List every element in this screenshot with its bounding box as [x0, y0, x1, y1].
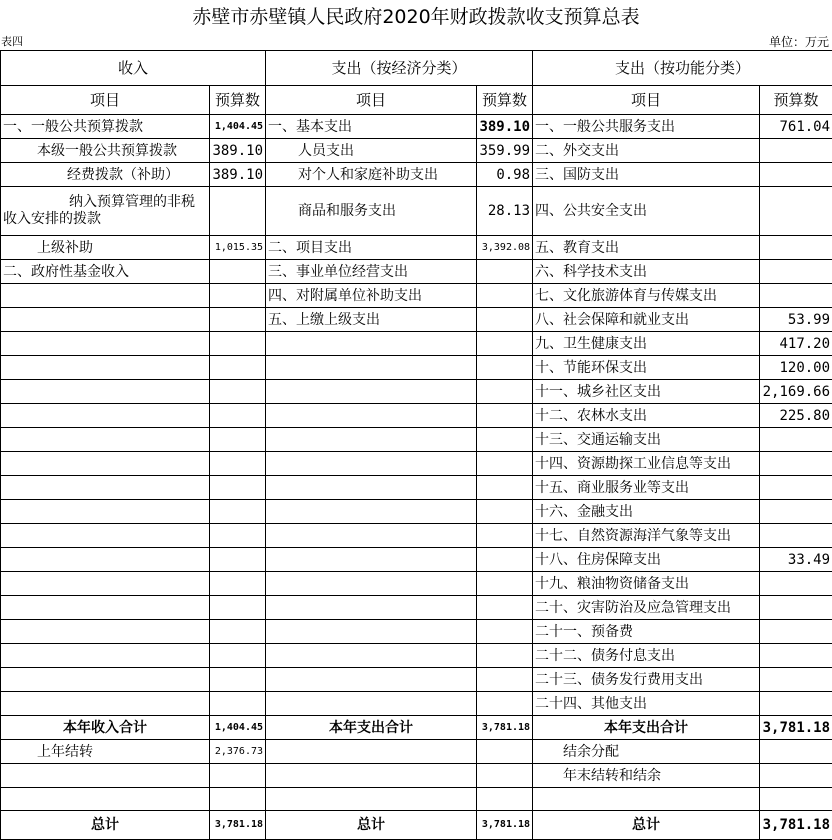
func-amount: [760, 428, 832, 452]
econ-total-label: 总计: [266, 811, 477, 840]
econ-amount: [477, 596, 533, 620]
income-item: [1, 404, 210, 428]
func-item: 十五、商业服务业等支出: [533, 476, 760, 500]
income-amount: 389.10: [210, 139, 266, 163]
func-amount: [760, 740, 832, 764]
table-row: [1, 788, 832, 811]
econ-item: [266, 356, 477, 380]
income-item: 一、一般公共预算拨款: [1, 115, 210, 139]
econ-item: 人员支出: [266, 139, 477, 163]
table-row: [1, 620, 832, 644]
income-item: [1, 356, 210, 380]
econ-item: [266, 620, 477, 644]
econ-amount: [477, 572, 533, 596]
func-item: 九、卫生健康支出: [533, 332, 760, 356]
income-item: 上级补助: [1, 236, 210, 260]
header-row-groups: [1, 51, 832, 86]
income-item: [1, 572, 210, 596]
income-item: [1, 548, 210, 572]
econ-total-amount: 3,781.18: [477, 811, 533, 840]
header-item: 项目: [266, 86, 477, 115]
income-total-label: 总计: [1, 811, 210, 840]
unit-label: 单位：万元: [769, 34, 829, 50]
func-item: 三、国防支出: [533, 163, 760, 187]
income-item: [1, 764, 210, 788]
income-item: [1, 596, 210, 620]
income-amount: [210, 356, 266, 380]
econ-amount: 359.99: [477, 139, 533, 163]
income-amount: [210, 476, 266, 500]
func-amount: 225.80: [760, 404, 832, 428]
income-amount: [210, 308, 266, 332]
func-amount: 53.99: [760, 308, 832, 332]
func-amount: [760, 764, 832, 788]
func-amount: 2,169.66: [760, 380, 832, 404]
income-amount: [210, 620, 266, 644]
table-number: 表四: [1, 34, 23, 50]
econ-item: [266, 476, 477, 500]
func-item: 结余分配: [533, 740, 760, 764]
income-item: [1, 788, 210, 811]
func-amount: [760, 139, 832, 163]
func-amount: 417.20: [760, 332, 832, 356]
table-row: [1, 163, 832, 187]
econ-amount: [477, 740, 533, 764]
income-item: [1, 620, 210, 644]
econ-amount: [477, 452, 533, 476]
func-amount: [760, 572, 832, 596]
func-amount: [760, 668, 832, 692]
econ-amount: [477, 644, 533, 668]
func-item: 五、教育支出: [533, 236, 760, 260]
econ-amount: [477, 524, 533, 548]
sheet-title: 赤壁市赤壁镇人民政府2020年财政拨款收支预算总表: [0, 0, 832, 34]
income-amount: [210, 788, 266, 811]
econ-item: 五、上缴上级支出: [266, 308, 477, 332]
table-row: [1, 476, 832, 500]
econ-item: 一、基本支出: [266, 115, 477, 139]
econ-amount: 28.13: [477, 187, 533, 236]
income-amount: [210, 644, 266, 668]
income-item: [1, 452, 210, 476]
table-row: [1, 380, 832, 404]
func-item: 十九、粮油物资储备支出: [533, 572, 760, 596]
table-row: [1, 644, 832, 668]
func-item: 一、一般公共服务支出: [533, 115, 760, 139]
func-item: 十一、城乡社区支出: [533, 380, 760, 404]
income-subtotal-label: 本年收入合计: [1, 716, 210, 740]
table-row: [1, 572, 832, 596]
econ-subtotal-label: 本年支出合计: [266, 716, 477, 740]
subtotal-row: [1, 716, 832, 740]
func-amount: 120.00: [760, 356, 832, 380]
income-item: [1, 644, 210, 668]
income-item: 上年结转: [1, 740, 210, 764]
income-item: 经费拨款（补助）: [1, 163, 210, 187]
func-amount: [760, 692, 832, 716]
income-amount: [210, 524, 266, 548]
income-amount: [210, 692, 266, 716]
econ-amount: [477, 500, 533, 524]
econ-amount: [477, 356, 533, 380]
table-row: [1, 692, 832, 716]
table-row: [1, 187, 832, 236]
econ-amount: [477, 284, 533, 308]
table-row: [1, 115, 832, 139]
func-amount: [760, 500, 832, 524]
econ-item: 三、事业单位经营支出: [266, 260, 477, 284]
econ-amount: [477, 620, 533, 644]
table-row: [1, 452, 832, 476]
econ-item: [266, 764, 477, 788]
income-amount: 2,376.73: [210, 740, 266, 764]
table-row: [1, 500, 832, 524]
income-item: [1, 500, 210, 524]
econ-item: [266, 452, 477, 476]
income-amount: 389.10: [210, 163, 266, 187]
income-item: [1, 284, 210, 308]
income-item: [1, 332, 210, 356]
table-row: [1, 356, 832, 380]
econ-amount: [477, 380, 533, 404]
table-row: [1, 668, 832, 692]
func-item: 二、外交支出: [533, 139, 760, 163]
table-row: [1, 308, 832, 332]
func-amount: [760, 524, 832, 548]
header-exp-func: 支出（按功能分类）: [533, 51, 832, 86]
econ-item: [266, 404, 477, 428]
econ-amount: [477, 428, 533, 452]
econ-item: [266, 596, 477, 620]
table-row: [1, 548, 832, 572]
func-item: 二十二、债务付息支出: [533, 644, 760, 668]
func-item: 十七、自然资源海洋气象等支出: [533, 524, 760, 548]
func-item: 十六、金融支出: [533, 500, 760, 524]
econ-item: [266, 380, 477, 404]
func-amount: [760, 236, 832, 260]
income-item: [1, 476, 210, 500]
header-budget: 预算数: [760, 86, 832, 115]
func-amount: [760, 260, 832, 284]
func-item: 十三、交通运输支出: [533, 428, 760, 452]
header-budget: 预算数: [210, 86, 266, 115]
func-total-label: 总计: [533, 811, 760, 840]
econ-amount: 0.98: [477, 163, 533, 187]
func-item: 八、社会保障和就业支出: [533, 308, 760, 332]
income-item: [1, 380, 210, 404]
econ-item: [266, 500, 477, 524]
func-item: [533, 788, 760, 811]
econ-amount: 389.10: [477, 115, 533, 139]
header-item: 项目: [533, 86, 760, 115]
income-amount: [210, 260, 266, 284]
income-amount: [210, 596, 266, 620]
income-item: [1, 692, 210, 716]
income-item: [1, 308, 210, 332]
func-amount: [760, 476, 832, 500]
income-amount: [210, 668, 266, 692]
func-amount: [760, 163, 832, 187]
econ-amount: [477, 308, 533, 332]
func-item: 年末结转和结余: [533, 764, 760, 788]
income-amount: [210, 187, 266, 236]
econ-item: [266, 644, 477, 668]
income-amount: [210, 284, 266, 308]
func-item: 二十四、其他支出: [533, 692, 760, 716]
func-subtotal-label: 本年支出合计: [533, 716, 760, 740]
econ-item: [266, 692, 477, 716]
func-total-amount: 3,781.18: [760, 811, 832, 840]
header-item: 项目: [1, 86, 210, 115]
table-row: [1, 404, 832, 428]
econ-amount: [477, 548, 533, 572]
econ-item: [266, 524, 477, 548]
income-subtotal-amount: 1,404.45: [210, 716, 266, 740]
econ-item: 二、项目支出: [266, 236, 477, 260]
econ-item: 对个人和家庭补助支出: [266, 163, 477, 187]
econ-item: 商品和服务支出: [266, 187, 477, 236]
econ-amount: [477, 404, 533, 428]
income-amount: [210, 380, 266, 404]
econ-item: [266, 332, 477, 356]
econ-item: [266, 740, 477, 764]
table-row: [1, 236, 832, 260]
income-total-amount: 3,781.18: [210, 811, 266, 840]
header-exp-econ: 支出（按经济分类）: [266, 51, 533, 86]
income-amount: [210, 332, 266, 356]
func-amount: [760, 596, 832, 620]
econ-amount: [477, 260, 533, 284]
income-item: 二、政府性基金收入: [1, 260, 210, 284]
table-row: [1, 332, 832, 356]
income-amount: [210, 764, 266, 788]
table-row: [1, 284, 832, 308]
econ-item: 四、对附属单位补助支出: [266, 284, 477, 308]
income-amount: 1,015.35: [210, 236, 266, 260]
econ-item: [266, 788, 477, 811]
income-amount: [210, 452, 266, 476]
table-row: [1, 764, 832, 788]
func-amount: [760, 620, 832, 644]
budget-table: [0, 50, 832, 840]
econ-item: [266, 572, 477, 596]
func-item: 六、科学技术支出: [533, 260, 760, 284]
econ-amount: [477, 764, 533, 788]
econ-amount: [477, 332, 533, 356]
func-item: 二十三、债务发行费用支出: [533, 668, 760, 692]
income-amount: 1,404.45: [210, 115, 266, 139]
func-amount: [760, 187, 832, 236]
econ-item: [266, 668, 477, 692]
header-row-columns: [1, 86, 832, 115]
func-amount: 33.49: [760, 548, 832, 572]
func-item: 七、文化旅游体育与传媒支出: [533, 284, 760, 308]
table-row: [1, 260, 832, 284]
func-amount: [760, 452, 832, 476]
income-amount: [210, 500, 266, 524]
grand-total-row: [1, 811, 832, 840]
table-row: [1, 524, 832, 548]
func-item: 二十一、预备费: [533, 620, 760, 644]
func-amount: [760, 644, 832, 668]
econ-item: [266, 428, 477, 452]
table-row: [1, 428, 832, 452]
func-item: 十、节能环保支出: [533, 356, 760, 380]
income-item: 本级一般公共预算拨款: [1, 139, 210, 163]
income-item: 纳入预算管理的非税收入安排的拨款: [1, 187, 210, 236]
func-item: 四、公共安全支出: [533, 187, 760, 236]
income-item: [1, 668, 210, 692]
econ-amount: [477, 668, 533, 692]
table-row: [1, 596, 832, 620]
func-subtotal-amount: 3,781.18: [760, 716, 832, 740]
func-item: 二十、灾害防治及应急管理支出: [533, 596, 760, 620]
income-item: [1, 524, 210, 548]
income-item: [1, 428, 210, 452]
func-item: 十四、资源勘探工业信息等支出: [533, 452, 760, 476]
income-amount: [210, 428, 266, 452]
func-amount: [760, 284, 832, 308]
func-item: 十二、农林水支出: [533, 404, 760, 428]
econ-subtotal-amount: 3,781.18: [477, 716, 533, 740]
header-budget: 预算数: [477, 86, 533, 115]
income-amount: [210, 404, 266, 428]
econ-item: [266, 548, 477, 572]
econ-amount: [477, 788, 533, 811]
econ-amount: [477, 692, 533, 716]
econ-amount: 3,392.08: [477, 236, 533, 260]
func-item: 十八、住房保障支出: [533, 548, 760, 572]
func-amount: 761.04: [760, 115, 832, 139]
header-income: 收入: [1, 51, 266, 86]
func-amount: [760, 788, 832, 811]
econ-amount: [477, 476, 533, 500]
income-amount: [210, 572, 266, 596]
income-amount: [210, 548, 266, 572]
table-row: [1, 740, 832, 764]
table-row: [1, 139, 832, 163]
